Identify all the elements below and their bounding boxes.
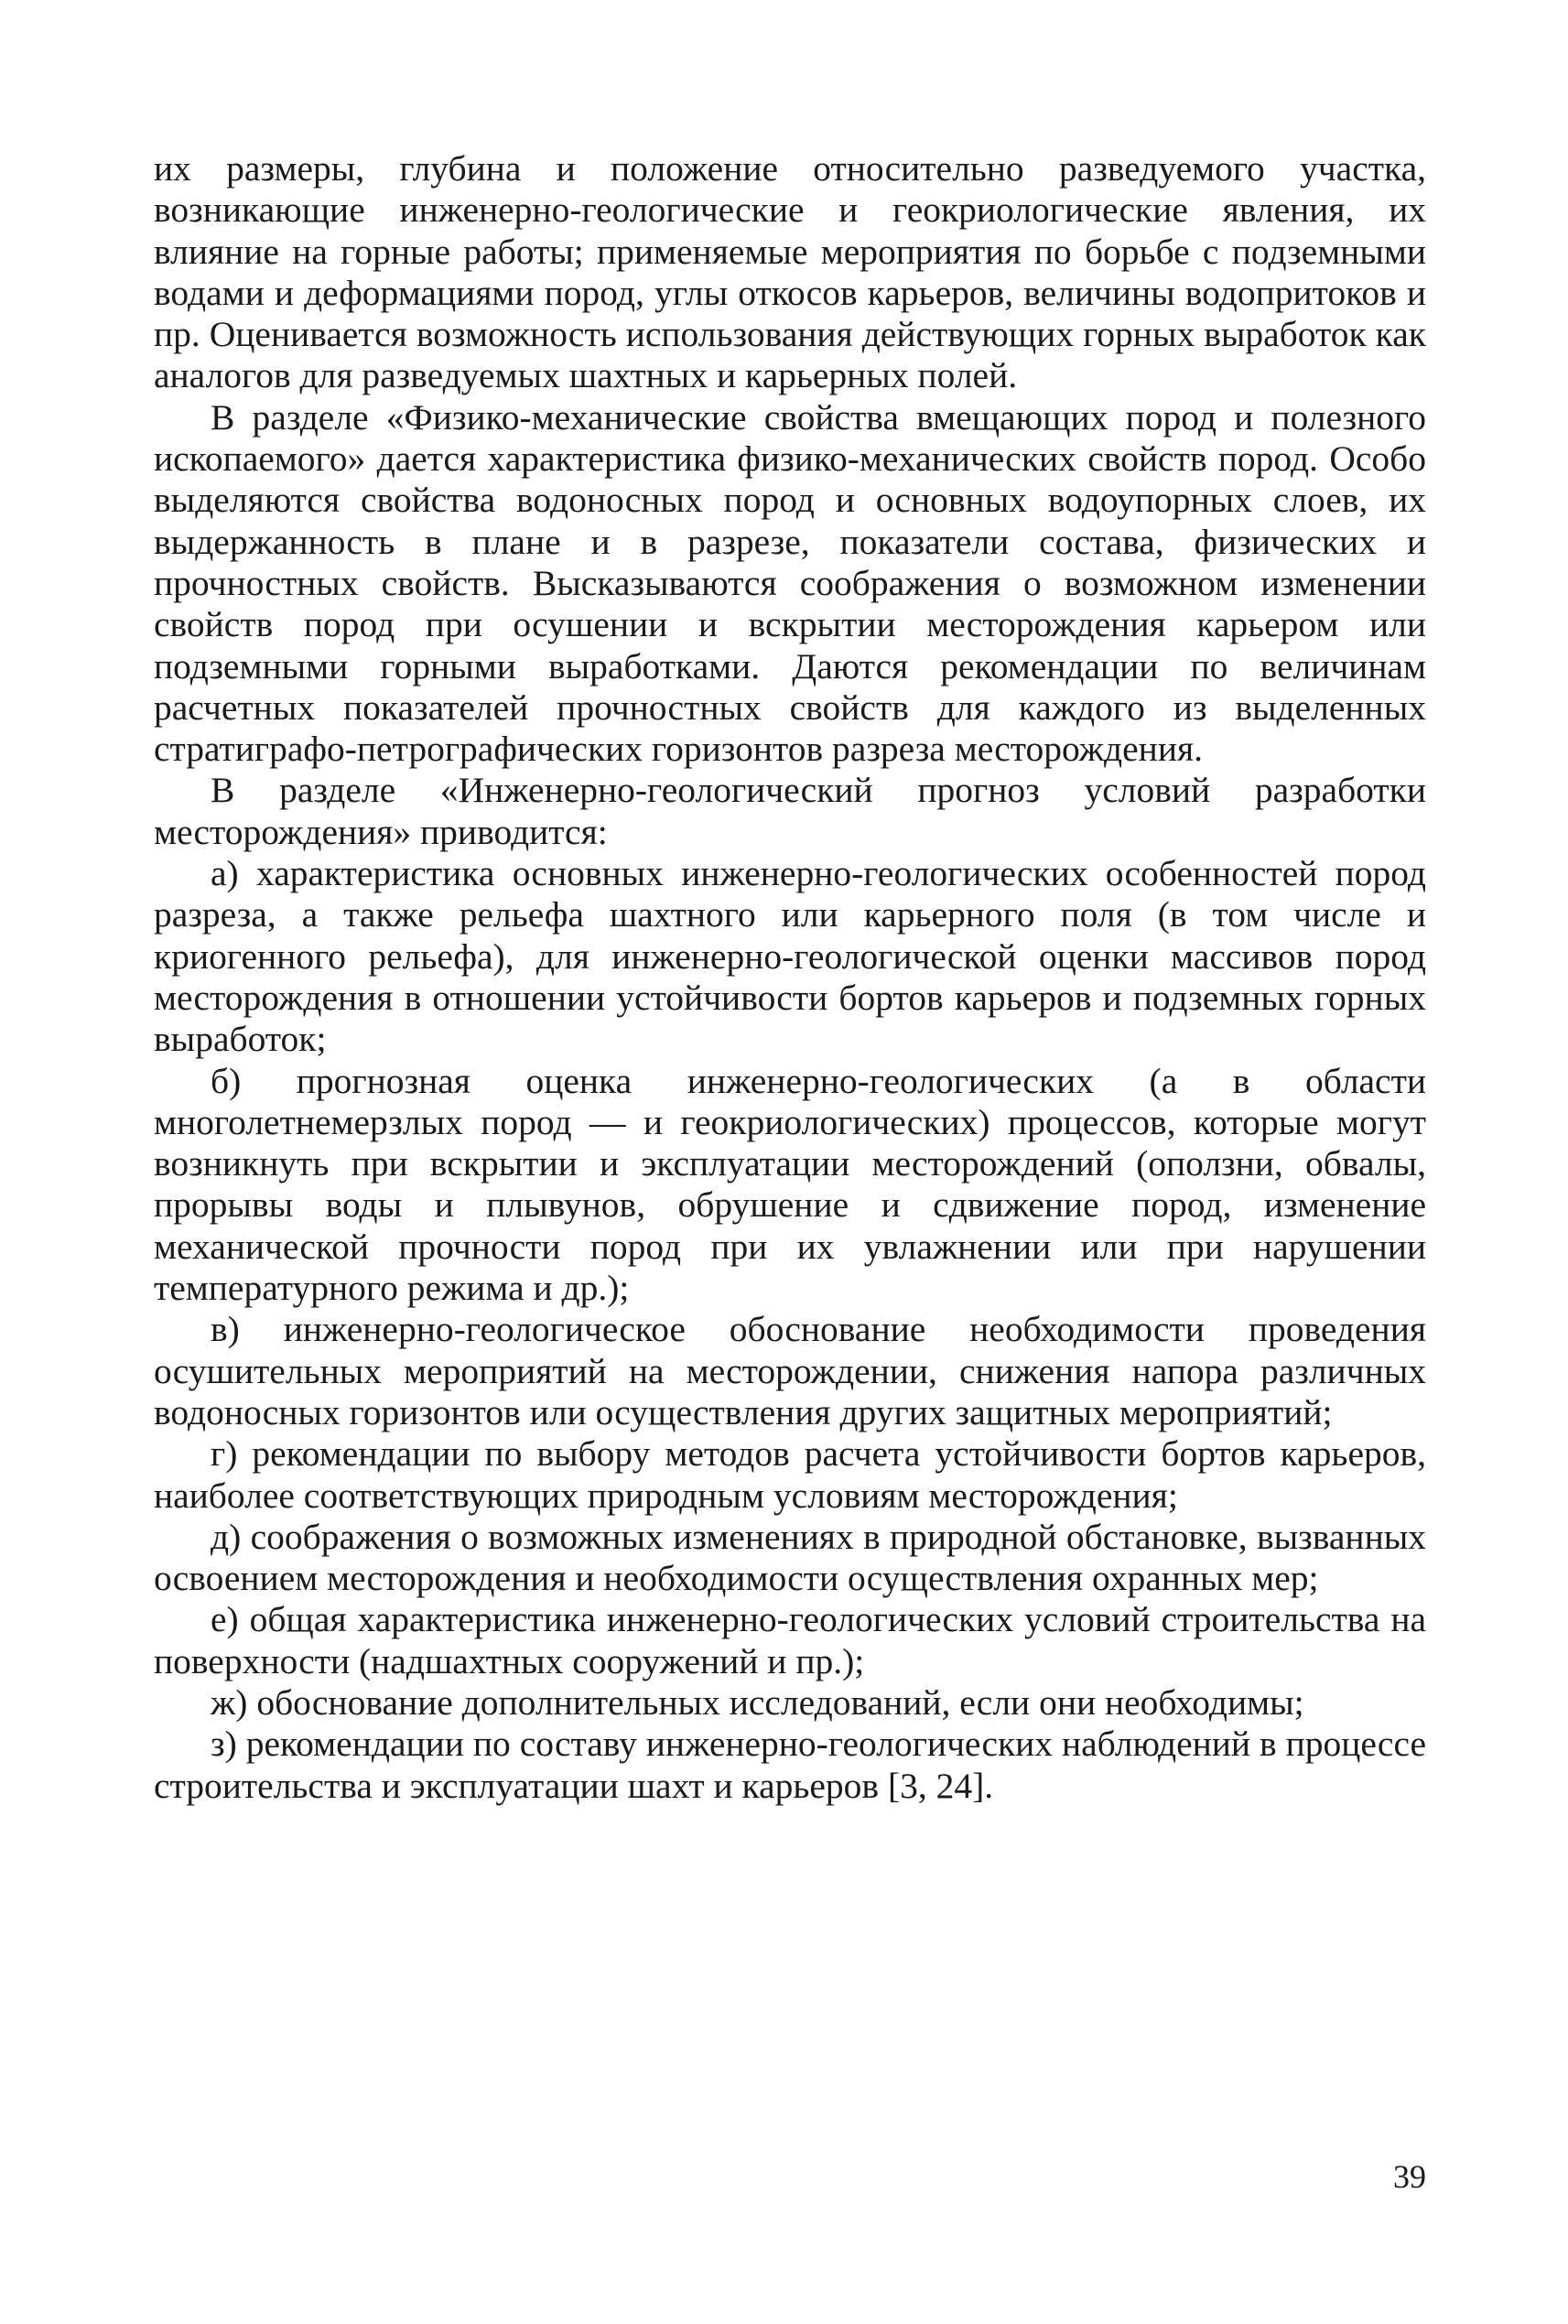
list-item-g: г) рекомендации по выбору методов расчета устойчивости бортов карьеров, наиболее соответствующих природным условиям месторождения;: [154, 1433, 1426, 1516]
list-item-e: е) общая характеристика инженерно-геологических условий строительства на поверхности (надшахтных сооружений и пр.);: [154, 1599, 1426, 1681]
list-item-zh: ж) обоснование дополнительных исследований, если они необходимы;: [211, 1681, 1304, 1723]
paragraph-3: В разделе «Инженерно-геологический прогноз условий разработки месторождения» приводится:: [154, 770, 1426, 852]
paragraph-1: их размеры, глубина и положение относительно разведуемого участка, возникающие инженерно-геологические и геокриологические явления, их влияние на горные работы; применяемые мероприятия по борьбе с подземными водами и деформациями пород, углы откосов карьеров, величины водопритоков и пр. Оценивается возможность использования действующих горных выработок как аналогов для разведуемых шахтных и карьерных полей.: [154, 148, 1426, 396]
paragraph-2: В разделе «Физико-механические свойства вмещающих пород и полезного ископаемого» дается характеристика физико-механических свойств пород. Особо выделяются свойства водоносных пород и основных водоупорных слоев, их выдержанность в плане и в разрезе, показатели состава, физических и прочностных свойств. Высказываются соображения о возможном изменении свойств пород при осушении и вскрытии месторождения карьером или подземными горными выработками. Даются рекомендации по величинам расчетных показателей прочностных свойств для каждого из выделенных стратиграфо-петрографических горизонтов разреза месторождения.: [154, 396, 1426, 770]
list-item-a: а) характеристика основных инженерно-геологических особенностей пород разреза, а также рельефа шахтного или карьерного поля (в том числе и криогенного рельефа), для инженерно-геологической оценки массивов пород месторождения в отношении устойчивости бортов карьеров и подземных горных выработок;: [154, 853, 1426, 1060]
list-item-b: б) прогнозная оценка инженерно-геологических (а в области многолетнемерзлых пород — и геокриологических) процессов, которые могут возникнуть при вскрытии и эксплуатации месторождений (оползни, обвалы, прорывы воды и плывунов, обрушение и сдвижение пород, изменение механической прочности пород при их увлажнении или при нарушении температурного режима и др.);: [154, 1060, 1426, 1309]
page-number: 39: [1393, 2158, 1426, 2195]
list-item-z: з) рекомендации по составу инженерно-геологических наблюдений в процессе строительства и эксплуатации шахт и карьеров [3, 24].: [154, 1724, 1426, 1806]
list-item-d: д) соображения о возможных изменениях в природной обстановке, вызванных освоением месторождения и необходимости осуществления охранных мер;: [154, 1516, 1426, 1599]
page-body: [154, 148, 1426, 1807]
list-item-v: в) инженерно-геологическое обоснование необходимости проведения осушительных мероприятий на месторождении, снижения напора различных водоносных горизонтов или осуществления других защитных мероприятий;: [154, 1309, 1426, 1432]
